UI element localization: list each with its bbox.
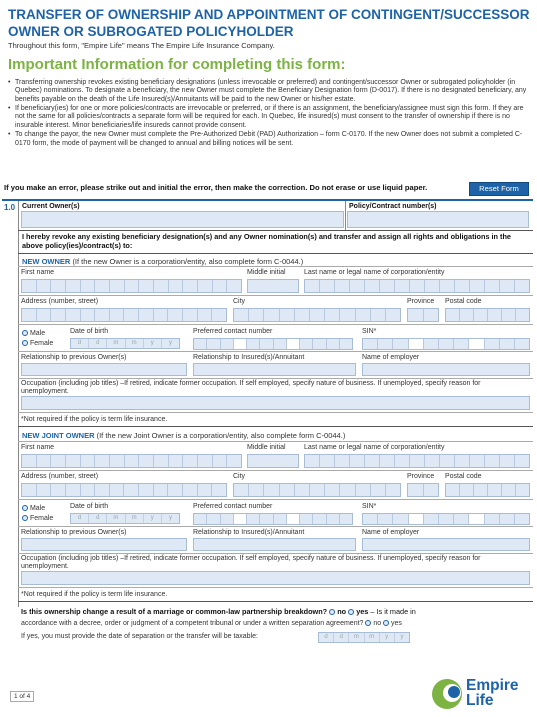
- marriage-question-text: Is this ownership change a result of a marriage or common-law partnership breakdown?: [21, 607, 328, 616]
- empire-life-logo-icon: [430, 677, 464, 711]
- current-owner-label: Current Owner(s): [22, 203, 80, 210]
- joint-last-name-label: Last name or legal name of corporation/entity: [304, 444, 445, 451]
- joint-female-label: Female: [29, 515, 54, 522]
- phone-field[interactable]: [193, 338, 353, 350]
- female-option[interactable]: [22, 340, 53, 347]
- postal-code-label: Postal code: [445, 298, 482, 305]
- postal-code-field[interactable]: [445, 308, 530, 322]
- male-option[interactable]: [22, 330, 45, 337]
- city-label: City: [233, 298, 246, 305]
- new-owner-heading: [22, 257, 303, 266]
- decree-yes-label: yes: [391, 620, 402, 627]
- decree-question: [21, 620, 402, 627]
- relationship-owner-label: Relationship to previous Owner(s): [21, 354, 127, 361]
- divider: [18, 441, 533, 442]
- marriage-followup: – Is it made in: [370, 607, 416, 616]
- employer-field[interactable]: [362, 363, 530, 376]
- province-label: Province: [407, 298, 435, 305]
- joint-phone-field[interactable]: [193, 513, 353, 525]
- joint-dob-label: Date of birth: [70, 503, 109, 510]
- joint-occupation-label: Occupation (including job titles) –If retired, indicate former occupation. If self employed, specify nature of business. If unemployed, specify reason for unemployment.: [21, 555, 481, 570]
- first-name-label: First name: [21, 269, 55, 276]
- relationship-insured-label: Relationship to Insured(s)/Annuitant: [193, 354, 305, 361]
- joint-province-label: Province: [407, 473, 435, 480]
- revoke-statement: I hereby revoke any existing beneficiary designation(s) and any Owner nomination(s) and transfer and assign all rights and obligations in the above policy(ies)/contract(s) to:: [22, 232, 511, 250]
- page-number: 1 of 4: [10, 691, 34, 702]
- joint-occupation-field[interactable]: [21, 571, 530, 585]
- section-number: 1.0: [4, 203, 16, 212]
- joint-address-field[interactable]: [21, 483, 227, 497]
- divider: [18, 587, 533, 588]
- address-label: Address (number, street): [21, 298, 99, 305]
- male-radio[interactable]: [22, 330, 28, 336]
- decree-question-text: accordance with a decree, order or judgment of a competent tribunal or under a written separation agreement?: [21, 620, 364, 627]
- female-radio[interactable]: [22, 340, 28, 346]
- first-name-field[interactable]: [21, 279, 242, 293]
- divider: [18, 426, 533, 427]
- dob-label: Date of birth: [70, 328, 109, 335]
- joint-first-name-label: First name: [21, 444, 55, 451]
- marriage-yes-label: yes: [356, 607, 369, 616]
- occupation-field[interactable]: [21, 396, 530, 410]
- joint-province-field[interactable]: [407, 483, 439, 497]
- form-subtitle: Throughout this form, "Empire Life" means The Empire Life Insurance Company.: [8, 41, 275, 50]
- section-border: [18, 201, 19, 607]
- last-name-field[interactable]: [304, 279, 530, 293]
- divider: [18, 253, 533, 254]
- divider: [18, 324, 533, 325]
- new-owner-title: NEW OWNER: [22, 257, 71, 266]
- divider: [18, 526, 533, 527]
- divider: [18, 470, 533, 471]
- marriage-no-radio[interactable]: [329, 609, 335, 615]
- divider: [18, 266, 533, 267]
- bullet-item: • To change the payor, the new Owner must complete the Pre-Authorized Debit (PAD) Authorization – form C-0170. If the new Owner does not submit a completed C-0170 form, the mode of payment will be changed to annual and billing notices will be sent.: [8, 131, 530, 148]
- divider: [18, 601, 533, 602]
- relationship-owner-field[interactable]: [21, 363, 187, 376]
- decree-yes-radio[interactable]: [383, 620, 389, 626]
- divider: [18, 378, 533, 379]
- current-owner-field[interactable]: [21, 211, 344, 228]
- policy-number-field[interactable]: [347, 211, 529, 228]
- joint-female-radio[interactable]: [22, 515, 28, 521]
- info-bullets: [8, 79, 530, 149]
- joint-postal-code-field[interactable]: [445, 483, 530, 497]
- bullet-item: • Transferring ownership revokes existing beneficiary designations (unless irrevocable or preferred) and contingent/successor Owner or subrogated policyholder (in Quebec) nominations. To designate a beneficiary, the new Owner must complete the Beneficiary Designation form (D-0017). If there is no designated beneficiary, any benefits payable on the death of the Life Insured(s)/Annuitants will be paid to the new Owner or his/her estate.: [8, 79, 530, 104]
- sin-note: *Not required if the policy is term life insurance.: [21, 416, 168, 423]
- decree-no-label: no: [373, 620, 382, 627]
- joint-employer-label: Name of employer: [362, 529, 420, 536]
- joint-first-name-field[interactable]: [21, 454, 242, 468]
- divider: [18, 412, 533, 413]
- joint-owner-heading: [22, 431, 345, 440]
- important-heading: Important Information for completing this form:: [8, 56, 346, 73]
- last-name-label: Last name or legal name of corporation/entity: [304, 269, 445, 276]
- divider: [18, 351, 533, 352]
- joint-relationship-owner-field[interactable]: [21, 538, 187, 551]
- joint-female-option[interactable]: [22, 515, 53, 522]
- joint-middle-initial-label: Middle initial: [247, 444, 286, 451]
- bullet-item: • If beneficiary(ies) for one or more policies/contracts are irrevocable or preferred, or if there is an assignment, the beneficiary/assignee must sign this form. If they are not the same for all policies/contracts a separate form will be required for each. In Quebec, life insured(s) must consent to the transfer of ownership if there is no insurable interest. Minor beneficiaries/life insureds cannot provide consent.: [8, 105, 530, 130]
- province-field[interactable]: [407, 308, 439, 322]
- joint-employer-field[interactable]: [362, 538, 530, 551]
- divider: [18, 499, 533, 500]
- decree-no-radio[interactable]: [365, 620, 371, 626]
- divider: [18, 230, 533, 231]
- divider: [18, 295, 533, 296]
- reset-form-button[interactable]: Reset Form: [469, 182, 529, 196]
- marriage-yes-radio[interactable]: [348, 609, 354, 615]
- joint-dob-field[interactable]: d d m m y y: [70, 513, 180, 524]
- policy-number-label: Policy/Contract number(s): [349, 203, 437, 210]
- joint-male-label: Male: [29, 505, 46, 512]
- middle-initial-label: Middle initial: [247, 269, 286, 276]
- marriage-no-label: no: [337, 607, 347, 616]
- separation-date-label: If yes, you must provide the date of separation or the transfer will be taxable:: [21, 633, 258, 640]
- occupation-label: Occupation (including job titles) –If retired, indicate former occupation. If self employed, specify nature of business. If unemployed, specify reason for unemployment.: [21, 380, 481, 395]
- joint-middle-initial-field[interactable]: [247, 454, 299, 468]
- joint-sin-field[interactable]: [362, 513, 530, 525]
- new-owner-note: (If the new Owner is a corporation/entity, also complete form C-0044.): [72, 257, 304, 266]
- city-field[interactable]: [233, 308, 401, 322]
- middle-initial-field[interactable]: [247, 279, 299, 293]
- joint-relationship-insured-field[interactable]: [193, 538, 356, 551]
- joint-sin-label: SIN*: [362, 503, 377, 510]
- marriage-question: [21, 607, 416, 616]
- dob-field[interactable]: d d m m y y: [70, 338, 180, 349]
- joint-relationship-insured-label: Relationship to Insured(s)/Annuitant: [193, 529, 305, 536]
- employer-label: Name of employer: [362, 354, 420, 361]
- relationship-insured-field[interactable]: [193, 363, 356, 376]
- form-title: TRANSFER OF OWNERSHIP AND APPOINTMENT OF CONTINGENT/SUCCESSOR OWNER OR SUBROGATED POLICYHOLDER: [8, 7, 530, 39]
- sin-field[interactable]: [362, 338, 530, 350]
- joint-city-label: City: [233, 473, 246, 480]
- joint-sin-note: *Not required if the policy is term life insurance.: [21, 591, 168, 598]
- female-label: Female: [29, 340, 54, 347]
- divider: [345, 201, 346, 230]
- joint-male-radio[interactable]: [22, 505, 28, 511]
- joint-relationship-owner-label: Relationship to previous Owner(s): [21, 529, 127, 536]
- joint-owner-title: NEW JOINT OWNER: [22, 431, 95, 440]
- male-label: Male: [29, 330, 46, 337]
- brand-line-1: Empire: [466, 677, 519, 694]
- joint-phone-label: Preferred contact number: [193, 503, 273, 510]
- phone-label: Preferred contact number: [193, 328, 273, 335]
- section-divider: [2, 199, 533, 201]
- address-field[interactable]: [21, 308, 227, 322]
- separation-date-field[interactable]: d d m m y y: [318, 632, 410, 643]
- joint-postal-code-label: Postal code: [445, 473, 482, 480]
- joint-male-option[interactable]: [22, 505, 45, 512]
- joint-city-field[interactable]: [233, 483, 401, 497]
- brand-name: [466, 678, 519, 708]
- joint-last-name-field[interactable]: [304, 454, 530, 468]
- brand-line-2: Life: [466, 692, 494, 709]
- divider: [18, 553, 533, 554]
- sin-label: SIN*: [362, 328, 377, 335]
- error-instruction: If you make an error, please strike out and initial the error, then make the correction. Do not erase or use liquid paper.: [4, 183, 428, 192]
- joint-owner-note: (If the new Joint Owner is a corporation/entity, also complete form C-0044.): [96, 431, 346, 440]
- joint-address-label: Address (number, street): [21, 473, 99, 480]
